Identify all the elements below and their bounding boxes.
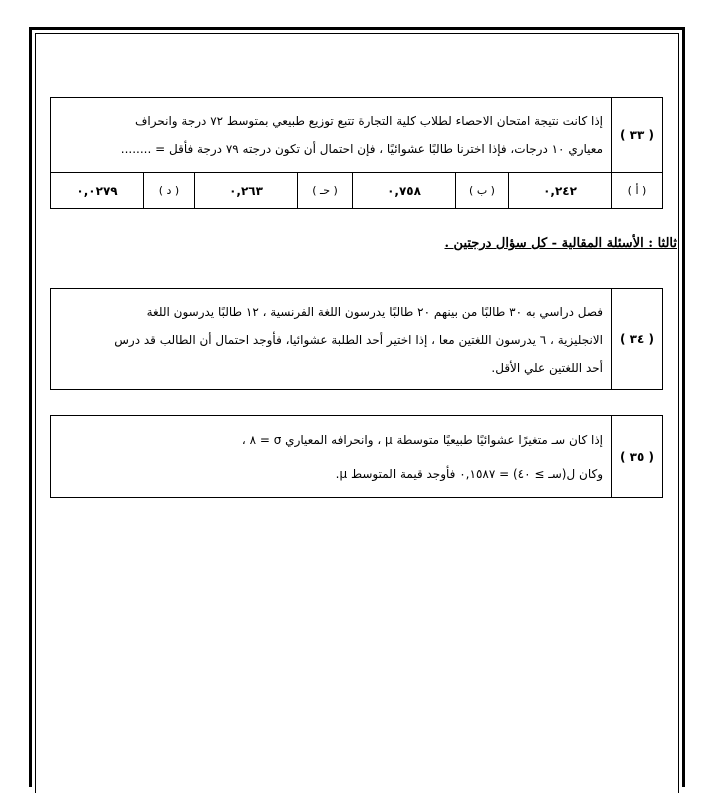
question-line: إذا كانت نتيجة امتحان الاحصاء لطلاب كلية التجارة تتبع توزيع طبيعي بمتوسط ٧٢ درجة وانحراف (134, 114, 603, 128)
question-33-table (50, 97, 663, 209)
option-label: ( حـ ) (298, 173, 353, 209)
option-value: ٠,٠٢٧٩ (51, 173, 144, 209)
option-label: ( ب ) (456, 173, 509, 209)
question-line: إذا كان سـ متغيرًا عشوائيًا طبيعيًا متوسطة µ ، وانحرافه المعياري σ = ٨ ، (241, 432, 603, 447)
question-line: أحد اللغتين علي الأقل. (491, 361, 603, 375)
option-label: ( د ) (144, 173, 195, 209)
question-number: ( ٣٤ ) (612, 289, 663, 390)
question-line: معياري ١٠ درجات، فإذا اخترنا طالبًا عشوائيًا ، فإن احتمال أن تكون درجته ٧٩ درجة فأقل = ........ (120, 142, 603, 156)
question-number: ( ٣٥ ) (612, 416, 663, 498)
question-line: وكان ل(سـ ≥ ٤٠) = ٠,١٥٨٧ فأوجد قيمة المتوسط µ. (335, 466, 603, 481)
question-text (51, 416, 612, 498)
question-text (51, 98, 612, 173)
option-value: ٠,٢٤٢ (509, 173, 612, 209)
option-value: ٠,٧٥٨ (353, 173, 456, 209)
question-34-table (50, 288, 663, 390)
option-value: ٠,٢٦٣ (195, 173, 298, 209)
question-number: ( ٣٣ ) (612, 98, 663, 173)
option-label: ( أ ) (612, 173, 663, 209)
section-heading: ثالثا : الأسئلة المقالية - كل سؤال درجتين . (444, 236, 677, 251)
question-line: فصل دراسي به ٣٠ طالبًا من بينهم ٢٠ طالبًا يدرسون اللغة الفرنسية ، ١٢ طالبًا يدرسون اللغة (146, 305, 603, 319)
question-text (51, 289, 612, 390)
question-35-table (50, 415, 663, 498)
question-line: الانجليزية ، ٦ يدرسون اللغتين معا ، إذا اختير أحد الطلبة عشوائيا، فأوجد احتمال أن الطالب قد درس (114, 333, 603, 347)
